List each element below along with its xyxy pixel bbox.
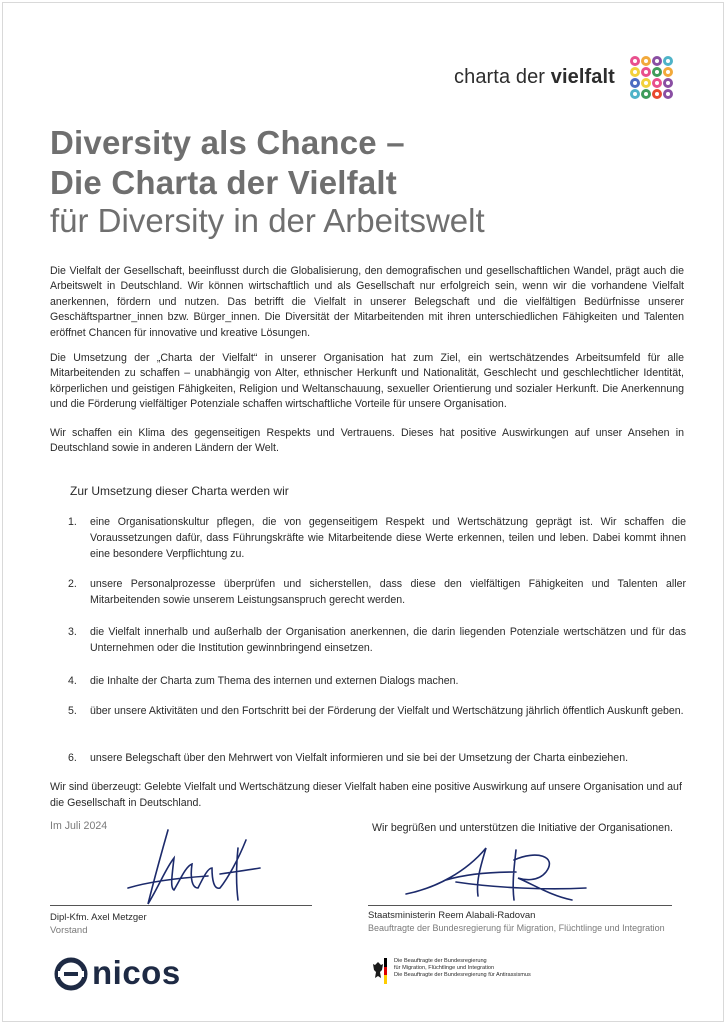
signatory-right-title: Beauftragte der Bundesregierung für Migration, Flüchtlinge und Integration — [368, 923, 665, 933]
list-number: 3. — [68, 626, 77, 638]
paragraph-1: Die Vielfalt der Gesellschaft, beeinflusst durch die Globalisierung, den demografischen und gesellschaftlichen Wandel, prägt auch die Arbeitswelt in Deutschland. Wir können wirtschaftlich und als Gesellschaft nur erfolgreich sein, wenn wir die vorhandene Vielfalt anerkennen, fördern und nutzen. Das betrifft die Vielfalt in unserer Belegschaft und die vielfältigen Bedürfnisse unserer Geschäftspartner_innen bzw. Bürger_innen. Die Diversität der Mitarbeitenden mit ihren unterschiedlichen Fähigkeiten und Talenten eröffnet Chancen für innovative und kreative Lösungen. — [50, 265, 684, 339]
logo-dot — [630, 78, 640, 88]
logo-dot — [641, 78, 651, 88]
signature-line-right — [368, 905, 672, 906]
eagle-icon — [372, 958, 384, 984]
gov-logo-line: für Migration, Flüchtlinge und Integration — [394, 964, 495, 971]
gov-logo-line: Die Beauftragte der Bundesregierung — [394, 958, 487, 964]
charta-logo — [454, 56, 674, 106]
list-text: die Inhalte der Charta zum Thema des internen und externen Dialogs machen. — [90, 675, 459, 687]
logo-text-regular: charta der — [454, 66, 551, 88]
closing-statement: Wir sind überzeugt: Gelebte Vielfalt und Wertschätzung dieser Vielfalt haben eine positive Auswirkung auf unsere Organisation und auf die Gesellschaft in Deutschland. — [50, 781, 682, 809]
list-number: 1. — [68, 516, 77, 528]
list-number: 4. — [68, 675, 77, 687]
nicos-logo — [52, 953, 187, 993]
list-text: unsere Belegschaft über den Mehrwert von Vielfalt informieren und sie bei der Umsetzung der Charta einbeziehen. — [90, 752, 629, 764]
gov-logo-line: Die Beauftragte der Bundesregierung für Antirassismus — [394, 971, 531, 978]
list-text: unsere Personalprozesse überprüfen und sicherstellen, dass diese den vielfältigen Fähigkeiten und Talenten aller Mitarbeitenden sowie unserem Leistungsanspruch gerecht werden. — [90, 578, 686, 606]
logo-dot — [652, 56, 662, 66]
logo-dot — [663, 67, 673, 77]
signature-line-left — [50, 905, 312, 906]
list-number: 6. — [68, 752, 77, 764]
list-text: eine Organisationskultur pflegen, die von gegenseitigem Respekt und Wertschätzung geprägt ist. Wir schaffen die Voraussetzungen dafür, dass Führungskräfte wie Mitarbeitende diese Werte erkennen, teilen und leben. Dabei kommt ihnen eine besondere Verpflichtung zu. — [90, 516, 686, 560]
logo-dot — [663, 56, 673, 66]
page-title-line2: Die Charta der Vielfalt — [50, 164, 397, 201]
list-text: über unsere Aktivitäten und den Fortschritt bei der Förderung der Vielfalt und Wertschätzung jährlich öffentlich Auskunft geben. — [90, 705, 684, 717]
logo-dot — [630, 89, 640, 99]
charta-logo-text — [454, 66, 615, 89]
logo-dots-icon — [630, 56, 674, 100]
date-label: Im Juli 2024 — [50, 820, 108, 832]
page-subtitle: für Diversity in der Arbeitswelt — [50, 202, 485, 239]
logo-dot — [641, 56, 651, 66]
german-flag-icon — [384, 958, 387, 984]
support-statement: Wir begrüßen und unterstützen die Initiative der Organisationen. — [372, 822, 673, 834]
logo-dot — [663, 78, 673, 88]
signature-left-icon — [108, 818, 318, 918]
signatory-left-name: Dipl-Kfm. Axel Metzger — [50, 912, 147, 923]
nicos-logo-text: nicos — [92, 954, 181, 991]
logo-text-bold: vielfalt — [550, 66, 615, 88]
logo-dot — [641, 89, 651, 99]
logo-dot — [641, 67, 651, 77]
section-heading: Zur Umsetzung dieser Charta werden wir — [70, 484, 289, 498]
government-logo — [372, 958, 632, 988]
logo-dot — [652, 78, 662, 88]
signatory-right-name: Staatsministerin Reem Alabali-Radovan — [368, 910, 536, 921]
list-number: 5. — [68, 705, 77, 717]
signature-right-icon — [396, 842, 596, 912]
list-text: die Vielfalt innerhalb und außerhalb der Organisation anerkennen, die darin liegenden Potenziale wertschätzen und für das Unternehmen oder die Institution gewinnbringend einsetzen. — [90, 626, 686, 654]
logo-dot — [652, 67, 662, 77]
paragraph-2: Die Umsetzung der „Charta der Vielfalt“ in unserer Organisation hat zum Ziel, ein wertschätzendes Arbeitsumfeld für alle Mitarbeitenden zu schaffen – unabhängig von Alter, ethnischer Herkunft und Nationalität, Geschlecht und geschlechtlicher Identität, körperlichen und geistigen Fähigkeiten, Religion und Weltanschauung, sexueller Orientierung und sozialer Herkunft. Die Anerkennung und die Förderung vielfältiger Potenziale schaffen wirtschaftliche Vorteile für unsere Organisation. — [50, 352, 684, 411]
logo-dot — [652, 89, 662, 99]
list-number: 2. — [68, 578, 77, 590]
signatory-left-title: Vorstand — [50, 925, 88, 936]
government-logo-text — [394, 958, 531, 978]
nicos-mark-icon — [52, 955, 90, 993]
logo-dot — [663, 89, 673, 99]
page-title-line1: Diversity als Chance – — [50, 124, 405, 161]
logo-dot — [630, 56, 640, 66]
logo-dot — [630, 67, 640, 77]
paragraph-3: Wir schaffen ein Klima des gegenseitigen Respekts und Vertrauens. Dieses hat positive Auswirkungen auf unser Ansehen in Deutschland sowie in anderen Ländern der Welt. — [50, 427, 684, 455]
